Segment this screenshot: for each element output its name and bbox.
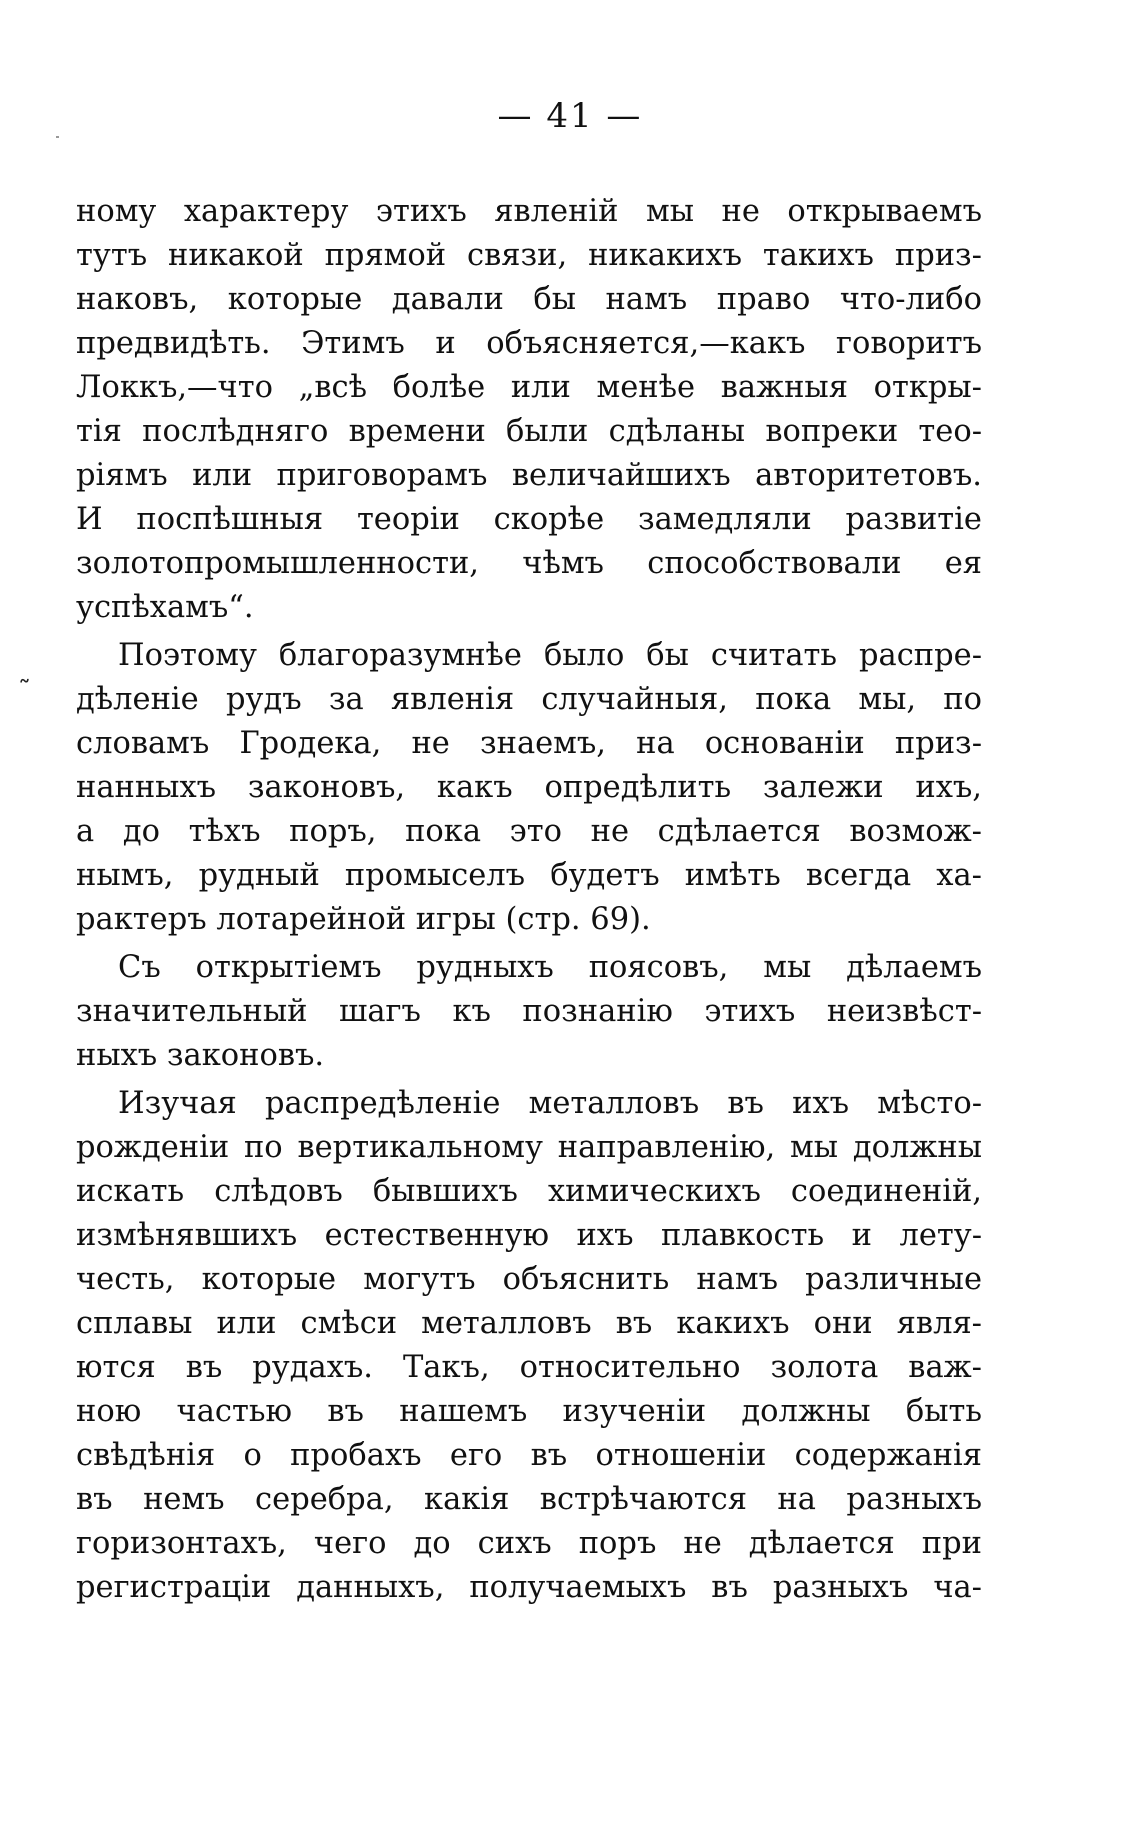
paragraph-3 bbox=[76, 946, 982, 1078]
text-line: а до тѣхъ поръ, пока это не сдѣлается возмож- bbox=[76, 814, 982, 849]
text-line: нанныхъ законовъ, какъ опредѣлить залежи ихъ, bbox=[76, 770, 982, 805]
text-line: значительный шагъ къ познанію этихъ неизвѣст- bbox=[76, 994, 982, 1029]
paragraph-2 bbox=[76, 634, 982, 942]
text-line: наковъ, которые давали бы намъ право что-либо bbox=[76, 282, 982, 317]
text-line: ною частью въ нашемъ изученіи должны быть bbox=[76, 1394, 982, 1429]
text-line: нымъ, рудный промыселъ будетъ имѣть всегда ха- bbox=[76, 858, 982, 893]
text-line: рактеръ лотарейной игры (стр. 69). bbox=[76, 902, 651, 937]
text-line: дѣленіе рудъ за явленія случайныя, пока мы, по bbox=[76, 682, 982, 717]
text-line: измѣнявшихъ естественную ихъ плавкость и лету- bbox=[76, 1218, 982, 1253]
text-line: въ немъ серебра, какія встрѣчаются на разныхъ bbox=[76, 1482, 982, 1517]
margin-mark: ˜ bbox=[18, 676, 31, 706]
text-line: предвидѣть. Этимъ и объясняется,—какъ говоритъ bbox=[76, 326, 982, 361]
text-line: словамъ Гродека, не знаемъ, на основаніи приз- bbox=[76, 726, 982, 761]
text-line: ныхъ законовъ. bbox=[76, 1038, 325, 1073]
text-line: регистраціи данныхъ, получаемыхъ въ разныхъ ча- bbox=[76, 1570, 982, 1605]
text-line: рожденіи по вертикальному направленію, мы должны bbox=[76, 1130, 982, 1165]
text-line: успѣхамъ“. bbox=[76, 590, 254, 625]
text-line: честь, которые могутъ объяснить намъ различные bbox=[76, 1262, 982, 1297]
page-number: — 41 — bbox=[497, 96, 643, 136]
text-line: золотопромышленности, чѣмъ способствовали ея bbox=[76, 546, 982, 581]
text-line: ются въ рудахъ. Такъ, относительно золота важ- bbox=[76, 1350, 982, 1385]
text-line: тія послѣдняго времени были сдѣланы вопреки тео- bbox=[76, 414, 982, 449]
text-line: тутъ никакой прямой связи, никакихъ такихъ приз- bbox=[76, 238, 982, 273]
text-line: сплавы или смѣси металловъ въ какихъ они явля- bbox=[76, 1306, 982, 1341]
margin-speck bbox=[56, 136, 59, 138]
text-body bbox=[76, 190, 982, 1610]
text-line: горизонтахъ, чего до сихъ поръ не дѣлается при bbox=[76, 1526, 982, 1561]
text-line: ріямъ или приговорамъ величайшихъ авторитетовъ. bbox=[76, 458, 982, 493]
paragraph-1 bbox=[76, 190, 982, 630]
text-line: искать слѣдовъ бывшихъ химическихъ соединеній, bbox=[76, 1174, 982, 1209]
text-line: И поспѣшныя теоріи скорѣе замедляли развитіе bbox=[76, 502, 982, 537]
text-line: ному характеру этихъ явленій мы не открываемъ bbox=[76, 194, 982, 229]
text-line: Локкъ,—что „всѣ болѣе или менѣе важныя откры- bbox=[76, 370, 982, 405]
text-line: Съ открытіемъ рудныхъ поясовъ, мы дѣлаемъ bbox=[118, 950, 982, 985]
text-line: свѣдѣнія о пробахъ его въ отношеніи содержанія bbox=[76, 1438, 982, 1473]
text-line: Изучая распредѣленіе металловъ въ ихъ мѣсто- bbox=[118, 1086, 982, 1121]
text-line: Поэтому благоразумнѣе было бы считать распре- bbox=[118, 638, 982, 673]
paragraph-4 bbox=[76, 1082, 982, 1610]
